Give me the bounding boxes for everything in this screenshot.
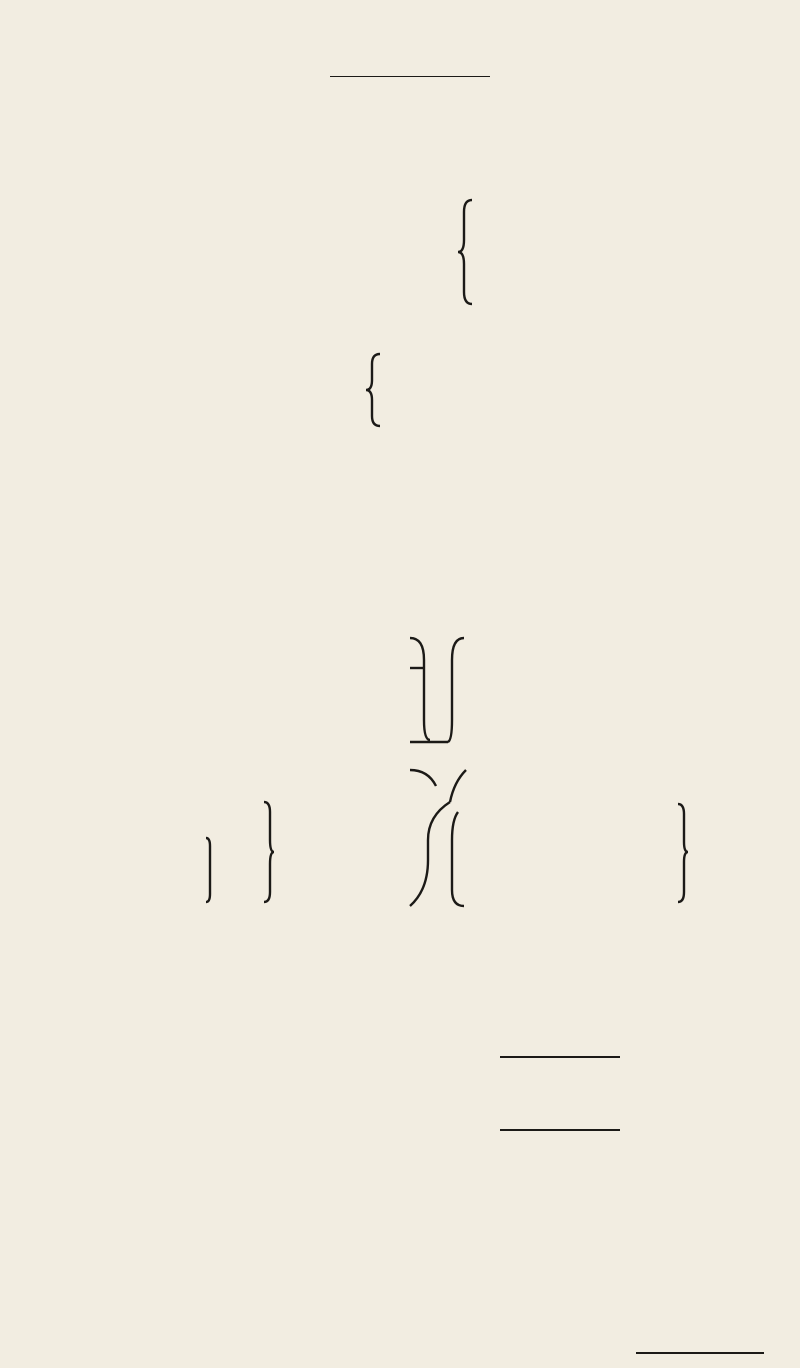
- residue-brace: [456, 198, 474, 306]
- sum-rule-2: [500, 1129, 620, 1131]
- sum-rule-1: [500, 1056, 620, 1058]
- compound-phosphate-brace: [676, 802, 690, 904]
- woraus-brace: [364, 352, 382, 428]
- sum-rule-3: [636, 1352, 764, 1354]
- phosphate-left-brace: [262, 800, 276, 904]
- header-rule: [330, 76, 490, 77]
- connector-lines: [408, 620, 468, 910]
- phosphate-left-brace-2: [204, 836, 214, 904]
